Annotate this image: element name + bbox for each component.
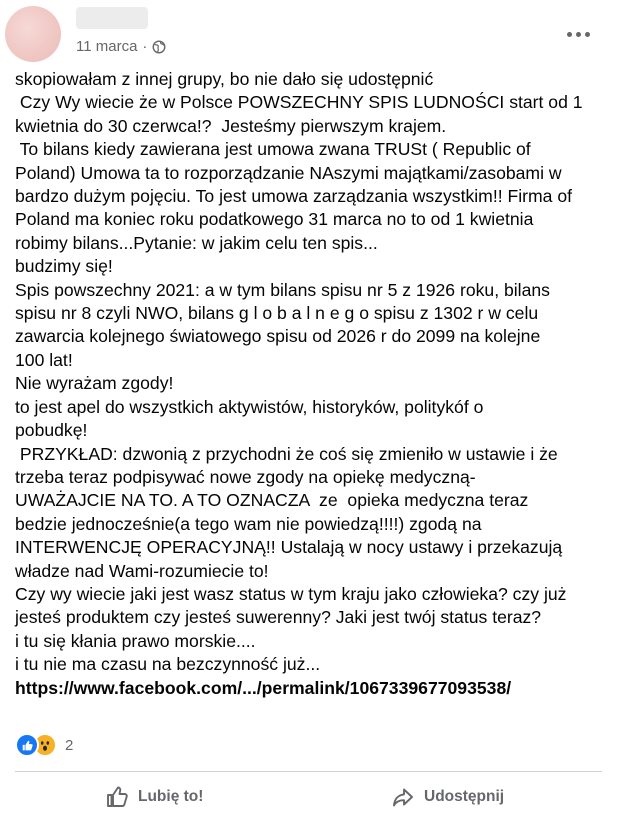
author-name-redacted[interactable] (76, 7, 148, 29)
post-line: zawarcia kolejnego światowego spisu od 2026 r do 2099 na kolejne (15, 326, 541, 347)
meta-separator: · (142, 38, 148, 55)
more-horizontal-icon (585, 32, 590, 37)
post-line: spisu nr 8 czyli NWO, bilans g l o b a l n e g o spisu z 1302 r w celu (15, 303, 539, 324)
share-button[interactable] (391, 781, 504, 813)
post-line: kwietnia do 30 czerwca!? Jesteśmy pierwszym krajem. (15, 115, 447, 136)
post-line: INTERWENCJĘ OPERACYJNĄ!! Ustalają w nocy ustawy i przekazują (15, 537, 563, 558)
thumbs-up-icon (105, 785, 129, 809)
post-line: trzeba teraz podpisywać nowe zgody na opiekę medyczną- (15, 466, 476, 487)
post-text (15, 68, 605, 700)
post-line: bardzo dużym pojęciu. To jest umowa zarządzania wszystkim!! Firma of (15, 186, 573, 207)
like-button-label: Lubię to! (138, 788, 204, 805)
post-line: Czy wy wiecie jaki jest wasz status w tym kraju jako człowieka? czy już (15, 583, 567, 604)
post-line: budzimy się! (15, 256, 113, 277)
like-icon (15, 733, 39, 757)
more-options-button[interactable] (556, 20, 600, 48)
post-line: bedzie jednocześnie(a tego wam nie powiedzą!!!!) zgodą na (15, 513, 482, 534)
post-line: władze nad Wami-rozumiecie to! (15, 560, 269, 581)
share-arrow-icon (391, 785, 415, 809)
post-line: i tu się kłania prawo morskie.... (15, 630, 256, 651)
post-line: i tu nie ma czasu na bezczynność już... (15, 654, 321, 675)
post-line: jesteś produktem czy jesteś suwerenny? Jaki jest twój status teraz? (15, 607, 542, 628)
reactions-count: 2 (65, 736, 74, 754)
post-permalink[interactable]: https://www.facebook.com/.../permalink/1067339677093538/ (15, 677, 512, 698)
post-line: Spis powszechny 2021: a w tym bilans spisu nr 5 z 1926 roku, bilans (15, 279, 550, 300)
action-bar-divider (15, 771, 602, 772)
post-line: to jest apel do wszystkich aktywistów, historyków, politykóf o (15, 396, 484, 417)
post-line: UWAŻAJCIE NA TO. A TO OZNACZA ze opieka medyczna teraz (15, 490, 529, 511)
post-line: 100 lat! (15, 349, 73, 370)
share-button-label: Udostępnij (424, 788, 505, 805)
avatar[interactable] (5, 6, 61, 62)
post-line: Nie wyrażam zgody! (15, 373, 174, 394)
post-timestamp[interactable]: 11 marca (76, 38, 138, 55)
post-line: pobudkę! (15, 420, 88, 441)
post-line: Poland) Umowa ta to rozporządzanie NAszymi majątkami/zasobami w (15, 162, 562, 183)
like-button[interactable] (105, 781, 203, 813)
post-line: skopiowałam z innej grupy, bo nie dało się udostępnić (15, 69, 434, 89)
post-line: robimy bilans...Pytanie: w jakim celu ten spis... (15, 232, 378, 253)
post-line: PRZYKŁAD: dzwonią z przychodni że coś się zmieniło w ustawie i że (15, 443, 558, 464)
more-horizontal-icon (567, 32, 572, 37)
reactions-summary[interactable] (15, 733, 73, 757)
globe-icon (152, 40, 166, 54)
post-line: Poland ma koniec roku podatkowego 31 marca no to od 1 kwietnia (15, 209, 534, 230)
post-line: Czy Wy wiecie że w Polsce POWSZECHNY SPIS LUDNOŚCI start od 1 (15, 92, 583, 113)
post-line: To bilans kiedy zawierana jest umowa zwana TRUSt ( Republic of (15, 139, 531, 160)
post-meta (76, 38, 166, 55)
more-horizontal-icon (576, 32, 581, 37)
